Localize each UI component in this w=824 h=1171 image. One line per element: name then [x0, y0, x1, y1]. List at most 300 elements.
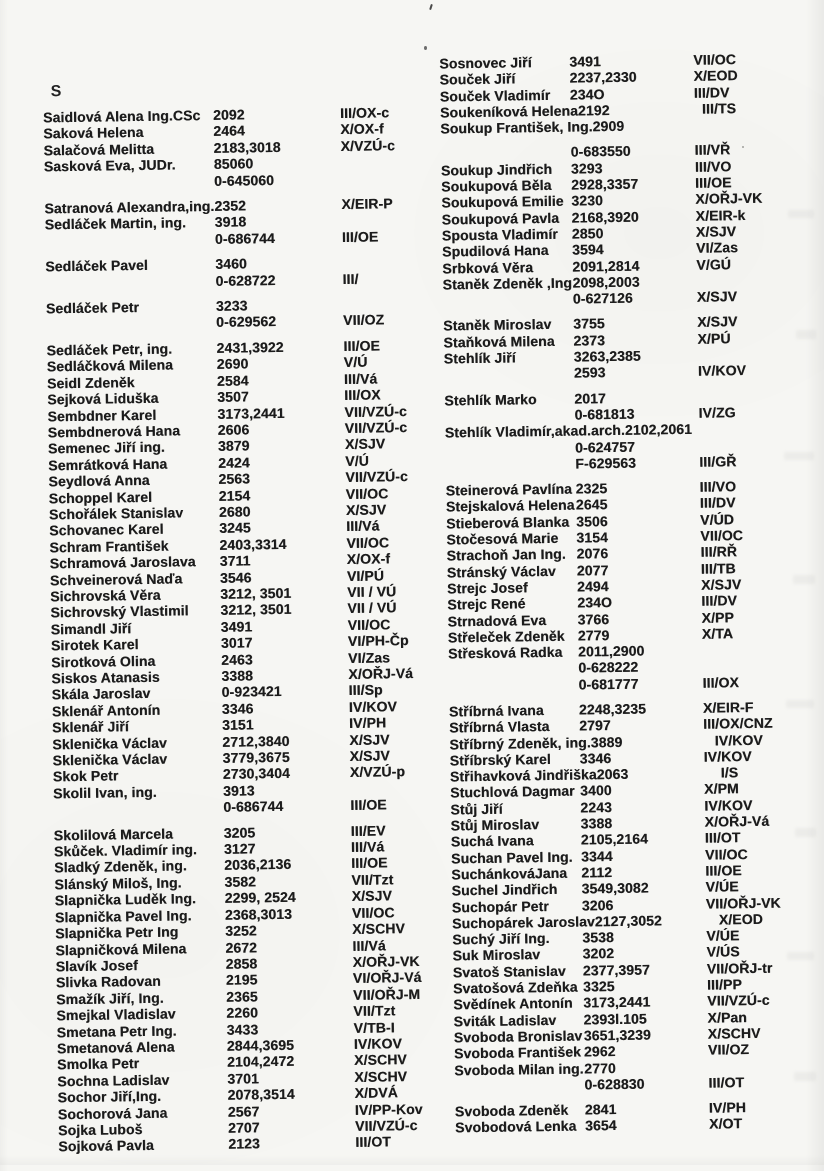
entry-dept: X/SJV — [345, 436, 385, 453]
entry-phone: 2712,3840 — [222, 732, 349, 750]
entry-phone: 0-686744 — [223, 797, 350, 815]
entry-phone: 2077 — [577, 560, 701, 578]
entry-name: Sklenář Jiří — [52, 717, 222, 736]
entry-name: Soukupová Pavla — [441, 209, 571, 227]
entry-phone: 3766 — [577, 609, 701, 627]
entry-phone: 2102,2061 — [625, 420, 749, 438]
entry-phone: 2779 — [578, 626, 702, 644]
entry-name — [445, 455, 575, 473]
entry-phone: 3506 — [576, 511, 700, 529]
entry-name: Sembdner Karel — [47, 405, 217, 424]
entry-dept: X/OT — [709, 1116, 742, 1133]
entry-phone: 2105,2164 — [581, 830, 705, 848]
entry-phone: 2690 — [217, 354, 344, 372]
entry-phone: 0-628222 — [578, 658, 702, 676]
entry-phone: 2325 — [576, 479, 700, 497]
entry-dept: III/VO — [699, 478, 736, 495]
entry-phone: 0-627126 — [573, 289, 697, 307]
entry-phone: 3388 — [580, 814, 704, 832]
directory-column-left — [43, 104, 450, 1155]
entry-dept: X/PP — [701, 609, 734, 626]
entry-name: Sasková Eva, JUDr. — [44, 156, 214, 175]
entry-dept: VII/Tzt — [351, 871, 393, 888]
entry-name: SuchánkováJana — [451, 864, 581, 882]
entry-name: Smejkal Vladislav — [56, 1005, 226, 1024]
entry-dept: III/VO — [695, 158, 732, 175]
entry-name: Sichrovská Věra — [50, 586, 220, 605]
entry-name: Schoppel Karel — [49, 487, 219, 506]
entry-phone: 2112 — [581, 863, 705, 881]
entry-dept: III/OT — [708, 1074, 744, 1091]
entry-phone: F-629563 — [575, 454, 699, 472]
entry-dept: VII/OC — [346, 485, 389, 502]
entry-dept: VII/OC — [346, 534, 389, 551]
entry-name — [443, 291, 573, 309]
entry-name: Stieberová Blanka — [446, 513, 576, 531]
entry-phone: 3127 — [224, 839, 351, 857]
entry-dept: III/EV — [351, 822, 386, 839]
entry-phone: 2909 — [592, 117, 716, 135]
entry-phone: 2797 — [579, 716, 703, 734]
entry-dept: V/ÚD — [700, 511, 734, 528]
entry-phone: 2645 — [576, 495, 700, 513]
entry-dept: X/EIR-k — [695, 207, 745, 224]
entry-phone: 0-681777 — [578, 674, 702, 692]
entry-name: Sochor Jiří,Ing. — [57, 1087, 227, 1106]
entry-name: Svatošová Zdeňka — [453, 979, 583, 997]
bleed-through-mark — [786, 700, 814, 708]
entry-phone: 3230 — [571, 191, 695, 209]
entry-phone: 3779,3675 — [222, 748, 349, 766]
entry-dept: III/OT — [355, 1134, 391, 1151]
entry-phone: 3325 — [583, 977, 707, 995]
entry-phone: 0-686744 — [215, 229, 342, 247]
entry-name: Soukup Jindřich — [441, 160, 571, 178]
entry-phone: 2373 — [573, 330, 697, 348]
entry-name: Stuchlová Dagmar — [450, 783, 580, 801]
entry-dept: X/EIR-P — [341, 195, 393, 212]
entry-name: Sembdnerová Hana — [48, 422, 218, 441]
entry-name — [448, 676, 578, 694]
entry-name: Sirotek Karel — [51, 635, 221, 654]
entry-name: Stehlík Vladimír,akad.arch. — [445, 422, 625, 441]
entry-name: Sojková Pavla — [58, 1136, 228, 1155]
entry-name: Skolil Ivan, ing. — [53, 783, 223, 802]
entry-dept: III/OE — [343, 337, 380, 354]
entry-dept: X/OX-f — [340, 121, 384, 138]
entry-phone: 0-683550 — [571, 142, 695, 160]
entry-phone: 3263,2385 — [574, 347, 698, 365]
entry-dept: III/GŘ — [699, 453, 736, 470]
entry-phone: 0-681813 — [574, 405, 698, 423]
entry-phone: 2584 — [217, 371, 344, 389]
entry-phone: 2260 — [226, 1003, 353, 1021]
entry-name: Suchel Jindřich — [451, 881, 581, 899]
entry-dept: VI/PH-Čp — [348, 632, 409, 649]
entry-dept: IV/KOV — [698, 362, 746, 379]
entry-phone: 0-624757 — [575, 437, 699, 455]
entry-name: Smolka Petr — [57, 1054, 227, 1073]
entry-name: Srbková Věra — [442, 258, 572, 276]
directory-column-right — [439, 50, 824, 1136]
entry-phone: 2017 — [574, 388, 698, 406]
entry-phone: 2928,3357 — [571, 175, 695, 193]
entry-name: Sedláček Petr — [46, 298, 216, 317]
entry-phone: 3154 — [576, 528, 700, 546]
entry-dept: X/VZÚ-p — [350, 764, 405, 781]
entry-dept: IV/PH — [709, 1099, 746, 1116]
entry-dept: V/ÚS — [706, 944, 739, 961]
entry-dept: X/PM — [704, 781, 739, 798]
entry-dept: III/DV — [701, 592, 737, 609]
entry-name: Strachoň Jan Ing. — [446, 546, 576, 564]
entry-dept: IV/ZG — [698, 404, 735, 421]
entry-dept: VII/OC — [348, 616, 391, 633]
entry-dept: VII/VZÚ-c — [345, 419, 408, 436]
entry-name: Souček Vladimír — [440, 86, 570, 104]
entry-dept: VII/OŘJ-M — [353, 986, 420, 1003]
entry-phone: 0-628830 — [584, 1074, 708, 1092]
entry-phone: 3755 — [573, 314, 697, 332]
entry-phone: 3918 — [215, 212, 342, 230]
entry-dept: X/SJV — [346, 501, 386, 518]
entry-name: Suk Miroslav — [452, 946, 582, 964]
entry-dept: V/TB-I — [353, 1019, 394, 1036]
entry-name: Schveinerová Naďa — [50, 569, 220, 588]
entry-name — [454, 1076, 584, 1094]
entry-name — [448, 660, 578, 678]
entry-dept: X/OŘJ-VK — [353, 953, 420, 970]
entry-name: Stehlík Marko — [444, 390, 574, 408]
entry-phone: 3889 — [591, 732, 715, 750]
entry-phone: 2123 — [228, 1134, 355, 1152]
entry-name: Stejskalová Helena — [446, 497, 576, 515]
entry-phone: 3344 — [581, 846, 705, 864]
entry-phone: 2154 — [219, 486, 346, 504]
entry-name — [44, 173, 214, 192]
entry-dept: VII/VZÚ-c — [344, 403, 407, 420]
entry-dept: III/RŘ — [700, 543, 737, 560]
entry-name: Sedláčková Milena — [47, 356, 217, 375]
entry-dept: III/VŘ — [695, 142, 731, 159]
entry-name: Svědínek Antonín — [453, 995, 583, 1013]
entry-dept: III/OX — [702, 674, 739, 691]
entry-dept: V/GÚ — [696, 256, 731, 273]
entry-name: Smetanová Alena — [57, 1038, 227, 1057]
entry-dept: IV/PP-Kov — [355, 1100, 423, 1117]
entry-phone: 3913 — [223, 781, 350, 799]
entry-dept: IV/KOV — [354, 1035, 402, 1052]
entry-dept: X/SJV — [697, 288, 737, 305]
entry-name: Seidl Zdeněk — [47, 373, 217, 392]
entry-phone: 2841 — [585, 1100, 709, 1118]
entry-phone: 3711 — [220, 551, 347, 569]
entry-phone: 2352 — [214, 196, 341, 214]
entry-dept: X/OX-f — [347, 550, 391, 567]
entry-phone: 3594 — [572, 240, 696, 258]
entry-phone: 0-923421 — [221, 682, 348, 700]
entry-name: Sviták Ladislav — [453, 1011, 583, 1029]
entry-name: Schovanec Karel — [49, 520, 219, 539]
entry-phone: 3879 — [218, 436, 345, 454]
entry-name: Saková Helena — [43, 123, 213, 142]
entry-name: Sklenička Václav — [52, 750, 222, 769]
entry-phone: 3206 — [582, 895, 706, 913]
entry-dept: X/EIR-F — [703, 699, 754, 716]
entry-name: Schramová Jaroslava — [50, 553, 220, 572]
entry-phone: 2377,3957 — [583, 960, 707, 978]
entry-phone: 2494 — [577, 577, 701, 595]
entry-dept: III/DV — [700, 495, 736, 512]
entry-name: Svoboda František — [454, 1044, 584, 1062]
entry-phone: 3173,2441 — [583, 993, 707, 1011]
entry-dept: III/PP — [707, 976, 742, 993]
entry-dept: VII/VZÚ-c — [345, 468, 408, 485]
entry-phone: 3491 — [221, 617, 348, 635]
entry-name: Sojka Luboš — [58, 1120, 228, 1139]
entry-phone: 3388 — [221, 666, 348, 684]
entry-phone: 2962 — [584, 1042, 708, 1060]
entry-name: Svatoš Stanislav — [453, 962, 583, 980]
entry-dept: VI/PÚ — [347, 567, 384, 584]
entry-phone: 3491 — [569, 52, 693, 70]
entry-phone: 85060 — [214, 154, 341, 172]
entry-dept: VII / VÚ — [347, 583, 396, 600]
entry-dept: X/OŘJ-VK — [695, 190, 762, 207]
entry-phone: 2463 — [221, 650, 348, 668]
entry-phone: 2403,3314 — [219, 535, 346, 553]
entry-name: Sedláček Petr, ing. — [46, 340, 216, 359]
entry-phone: 2844,3695 — [227, 1036, 354, 1054]
entry-name: Salačová Melitta — [43, 140, 213, 159]
bleed-through-mark — [795, 828, 816, 837]
entry-phone: 3205 — [224, 823, 351, 841]
entry-name: Satranová Alexandra,ing. — [44, 198, 214, 217]
entry-dept: VII/VZÚ-c — [707, 992, 770, 1009]
entry-name — [46, 314, 216, 333]
entry-dept: X/SJV — [696, 223, 736, 240]
entry-phone: 3582 — [224, 872, 351, 890]
entry-dept: X/VZÚ-c — [340, 137, 395, 154]
entry-name: Spousta Vladimír — [442, 226, 572, 244]
entry-name: Slánský Miloš, Ing. — [54, 874, 224, 893]
entry-dept: I/S — [721, 764, 739, 781]
entry-phone: 2365 — [226, 987, 353, 1005]
entry-name: Slavík Josef — [56, 956, 226, 975]
entry-dept: III/OX/CNZ — [703, 715, 773, 732]
entry-phone: 3202 — [582, 944, 706, 962]
entry-name: Sejková Liduška — [47, 389, 217, 408]
entry-name: Sichrovský Vlastimil — [50, 602, 220, 621]
entry-dept: X/SCHV — [354, 1068, 407, 1085]
entry-name: Suchá Ivana — [451, 832, 581, 850]
entry-name: Spudilová Hana — [442, 242, 572, 260]
entry-phone: 2195 — [226, 970, 353, 988]
entry-phone: 2063 — [597, 765, 721, 783]
bleed-through-mark — [788, 210, 814, 218]
entry-name: Sosnovec Jiří — [439, 54, 569, 72]
entry-phone: 2183,3018 — [213, 138, 340, 156]
entry-phone: 2192 — [578, 101, 702, 119]
entry-name — [445, 439, 575, 457]
entry-name: Střesková Radka — [448, 644, 578, 662]
entry-dept: X/SCHV — [354, 1051, 407, 1068]
entry-phone: 3400 — [580, 781, 704, 799]
entry-name: Suchan Pavel Ing. — [451, 848, 581, 866]
entry-dept: IV/KOV — [704, 797, 752, 814]
entry-dept: X/OŘJ-Vá — [704, 813, 769, 830]
entry-name: Schram František — [49, 537, 219, 556]
entry-name: Svoboda Bronislav — [454, 1027, 584, 1045]
entry-name: Svoboda Milan ing. — [454, 1060, 584, 1078]
entry-phone: 2464 — [213, 121, 340, 139]
entry-phone: 0-628722 — [215, 271, 342, 289]
entry-dept: X/SJV — [349, 747, 389, 764]
entry-name: Staněk Miroslav — [443, 316, 573, 334]
entry-name: Semrátková Hana — [48, 455, 218, 474]
entry-name: Soukup František, Ing. — [440, 118, 593, 137]
bleed-through-mark — [796, 330, 816, 339]
entry-name: Staňková Milena — [443, 332, 573, 350]
entry-dept: III/Vá — [352, 937, 386, 954]
bleed-through-mark — [793, 575, 815, 584]
entry-name — [441, 144, 571, 162]
entry-dept: III/OE — [705, 862, 742, 879]
entry-dept: IV/KOV — [349, 698, 397, 715]
entry-name: Sklenář Antonín — [52, 701, 222, 720]
entry-dept: VII/VZÚ-c — [355, 1117, 418, 1134]
entry-phone: 2076 — [576, 544, 700, 562]
entry-name: Stehlík Jiří — [444, 349, 574, 367]
entry-name — [444, 407, 574, 425]
entry-phone: 2011,2900 — [578, 642, 702, 660]
entry-name: Stříbrná Ivana — [449, 702, 579, 720]
entry-dept: III/TB — [701, 560, 736, 577]
entry-phone: 2672 — [225, 937, 352, 955]
section-letter: S — [51, 83, 62, 101]
entry-dept: V/ÚE — [706, 927, 739, 944]
entry-name: Skůček. Vladimír ing. — [54, 841, 224, 860]
entry-name: Sedláček Pavel — [45, 256, 215, 275]
bleed-through-mark — [784, 452, 814, 460]
entry-dept: X/DVÁ — [354, 1084, 398, 1101]
entry-phone: 2368,3013 — [225, 905, 352, 923]
entry-name: Stříbrný Zdeněk, ing. — [449, 734, 591, 752]
entry-name: Simandl Jiří — [51, 619, 221, 638]
entry-name: Skála Jaroslav — [52, 684, 222, 703]
entry-dept: III/OE — [351, 855, 388, 872]
entry-dept: III/OE — [342, 228, 379, 245]
entry-dept: III/OE — [350, 797, 387, 814]
entry-dept: X/Pan — [707, 1009, 747, 1026]
entry-phone: 3549,3082 — [581, 879, 705, 897]
entry-phone: 2127,3052 — [595, 911, 719, 929]
entry-dept: VII/OC — [705, 846, 748, 863]
entry-phone: 3460 — [215, 254, 342, 272]
entry-phone: 3245 — [219, 518, 346, 536]
entry-dept: X/EOD — [719, 911, 763, 928]
entry-dept: VII/OZ — [343, 312, 384, 329]
entry-phone: 2680 — [219, 502, 346, 520]
entry-name: Soukupová Emilie — [441, 193, 571, 211]
entry-phone: 2243 — [580, 797, 704, 815]
entry-dept: VII / VÚ — [347, 600, 396, 617]
entry-name — [45, 273, 215, 292]
entry-name: Svoboda Zdeněk — [455, 1102, 585, 1120]
entry-name — [45, 231, 215, 250]
entry-name: Soukeníková Helena — [440, 102, 578, 120]
entry-phone: 3701 — [227, 1069, 354, 1087]
entry-name: Slapnička Luděk Ing. — [55, 890, 225, 909]
entry-phone: 2424 — [218, 453, 345, 471]
entry-dept: III/Sp — [348, 682, 382, 699]
entry-phone: 3346 — [580, 749, 704, 767]
entry-name: Strnadová Eva — [447, 611, 577, 629]
entry-phone: 2567 — [228, 1101, 355, 1119]
entry-phone: 234O — [577, 593, 701, 611]
entry-name: Skolilová Marcela — [54, 824, 224, 843]
entry-phone: 234O — [570, 84, 694, 102]
entry-phone: 2606 — [218, 420, 345, 438]
entry-dept: VII/Tzt — [353, 1002, 395, 1019]
entry-name: Strejc René — [447, 595, 577, 613]
entry-dept: X/SCHV — [352, 920, 405, 937]
entry-phone: 2299, 2524 — [225, 888, 352, 906]
entry-dept: X/OŘJ-Vá — [348, 665, 413, 682]
entry-name: Saidlová Alena Ing.CSc — [43, 107, 213, 126]
entry-dept: X/SJV — [697, 314, 737, 331]
entry-phone: 2563 — [218, 469, 345, 487]
entry-name: Smetana Petr Ing. — [57, 1021, 227, 1040]
entry-name: Semenec Jiří ing. — [48, 438, 218, 457]
entry-phone: 0-629562 — [216, 312, 343, 330]
entry-name: Suchopárek Jaroslav — [452, 913, 595, 931]
entry-phone: 2730,3404 — [223, 764, 350, 782]
entry-dept: VII/OC — [693, 51, 736, 68]
entry-dept: III/DV — [694, 84, 730, 101]
entry-dept: X/SJV — [352, 888, 392, 905]
entry-name: Sirotková Olina — [51, 651, 221, 670]
entry-name: Svobodová Lenka — [455, 1118, 585, 1136]
entry-dept: III/Vá — [346, 518, 380, 535]
entry-phone: 3538 — [582, 928, 706, 946]
scan-speck — [424, 46, 427, 50]
entry-dept: X/SCHV — [708, 1025, 761, 1042]
entry-phone: 3212, 3501 — [220, 584, 347, 602]
entry-phone: 2593 — [574, 363, 698, 381]
entry-phone: 2104,2472 — [227, 1052, 354, 1070]
entry-phone: 2091,2814 — [572, 256, 696, 274]
bleed-through-mark — [794, 1072, 816, 1081]
entry-phone: 3507 — [217, 387, 344, 405]
entry-name: Slapničková Milena — [55, 939, 225, 958]
entry-name: Střeleček Zdeněk — [448, 627, 578, 645]
entry-dept: X/PÚ — [697, 330, 730, 347]
entry-dept: V/Ú — [344, 354, 368, 371]
entry-name: Slapnička Petr Ing — [55, 923, 225, 942]
entry-name: Staněk Zdeněk ,Ing — [442, 274, 572, 292]
entry-phone: 2393l.105 — [583, 1009, 707, 1027]
entry-name: Slivka Radovan — [56, 972, 226, 991]
entry-name — [53, 799, 223, 818]
entry-name: Steinerová Pavlína — [446, 481, 576, 499]
entry-name: Strejc Josef — [447, 578, 577, 596]
entry-phone: 2078,3514 — [227, 1085, 354, 1103]
entry-phone: 2248,3235 — [579, 700, 703, 718]
entry-name: Siskos Atanasis — [51, 668, 221, 687]
entry-dept: III/Vá — [351, 839, 385, 856]
entry-phone: 2036,2136 — [224, 855, 351, 873]
